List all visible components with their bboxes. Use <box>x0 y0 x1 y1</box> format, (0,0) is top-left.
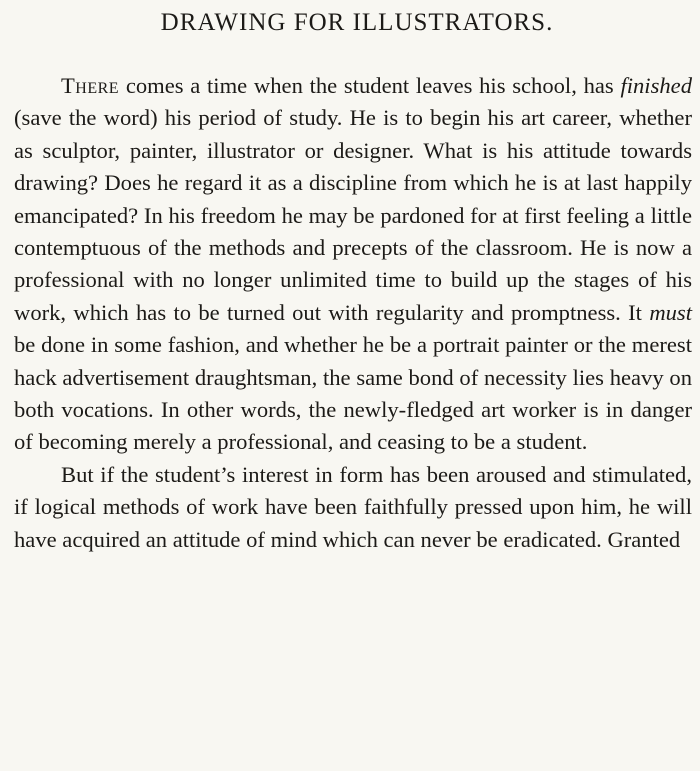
body-text <box>14 70 692 556</box>
paragraph-1-emphasis-must: must <box>649 299 692 325</box>
paragraph-2-text: But if the student’s interest in form has been aroused and stimulated, if logical methods of work have been faithfully pressed upon him, he will have acquired an attitude of mind which can never be eradicated. Granted <box>14 461 692 552</box>
paragraph-1-text-c: be done in some fashion, and whether he be a portrait painter or the merest hack advertisement draughtsman, the same bond of necessity lies heavy on both vocations. In other words, the newly-fledged art worker is in danger of becoming merely a professional, and ceasing to be a student. <box>14 332 692 455</box>
page-title: DRAWING FOR ILLUSTRATORS. <box>160 9 554 36</box>
paragraph-1-emphasis-finished: finished <box>620 73 692 98</box>
paragraph-1 <box>14 70 692 459</box>
paragraph-1-lead-word: There <box>61 73 120 98</box>
paragraph-2 <box>14 459 692 556</box>
paragraph-1-text-a: comes a time when the student leaves his school, has <box>119 73 621 98</box>
paragraph-1-text-b: (save the word) his period of study. He is to begin his art career, whether as sculptor, painter, illustrator or designer. What is his attitude towards drawing? Does he regard it as a discipline from which he is at last happily emancipated? In his freedom he may be pardoned for at first feeling a little contemptuous of the methods and precepts of the classroom. He is now a professional with no longer unlimited time to build up the stages of his work, which has to be turned out with regularity and promptness. It <box>14 105 692 325</box>
